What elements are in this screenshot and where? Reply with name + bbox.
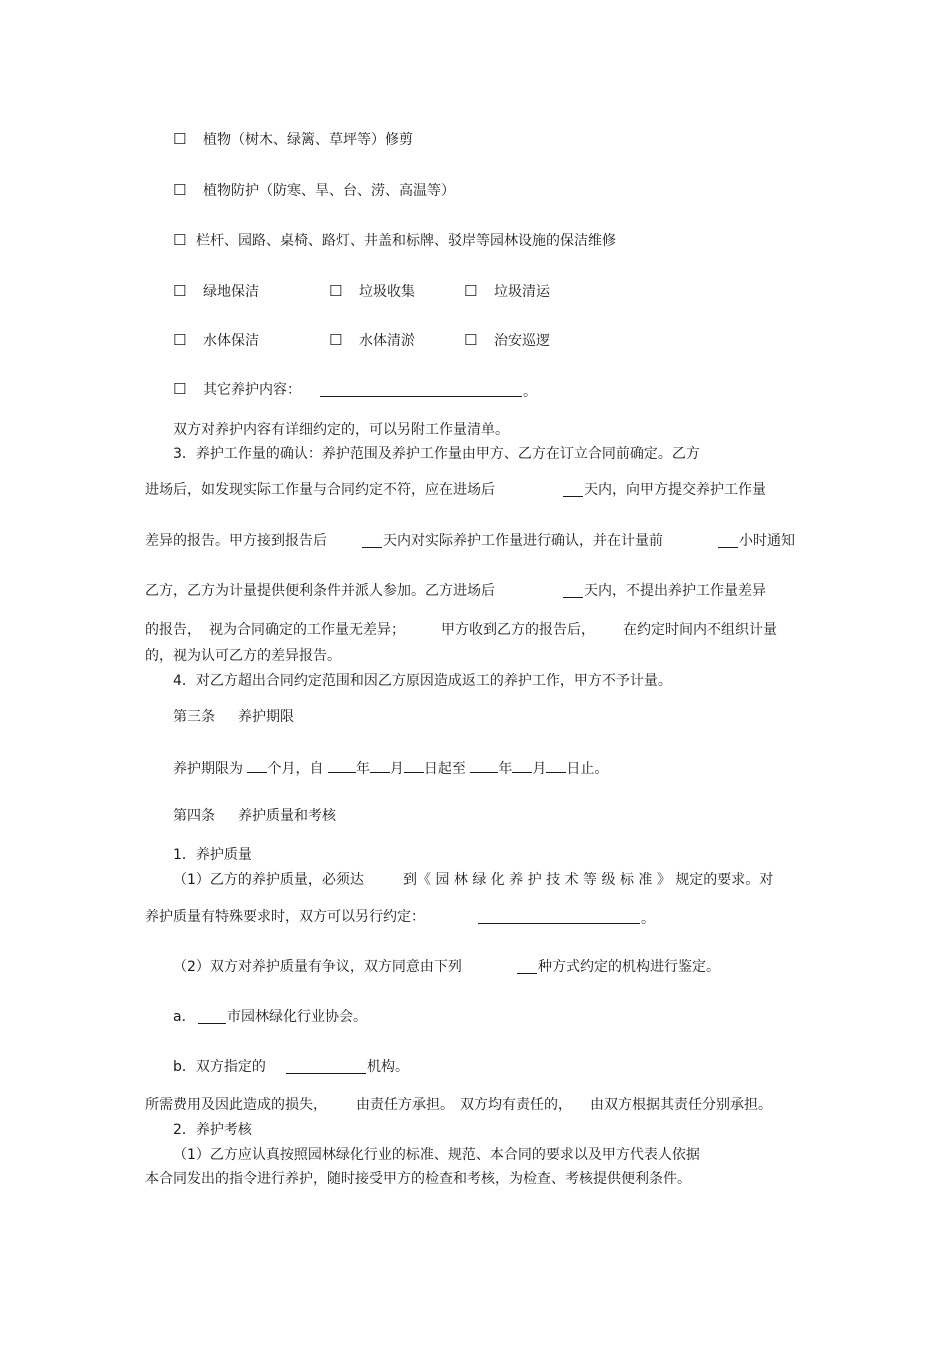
end-day-blank[interactable] xyxy=(546,759,566,773)
option-b-blank[interactable] xyxy=(286,1060,366,1074)
end-year-text: 年 xyxy=(498,761,513,777)
assessment-title: 2．养护考核 xyxy=(173,1122,252,1138)
assessment-line2: 本合同发出的指令进行养护，随时接受甲方的检查和考核，为检查、考核提供便利条件。 xyxy=(145,1171,691,1187)
cost-line-b: 由责任方承担。 xyxy=(356,1097,454,1113)
item3-line4-b: 天内，不提出养护工作量差异 xyxy=(584,583,766,599)
option-a-label: a． xyxy=(173,1009,196,1025)
quality-line2: 养护质量有特殊要求时，双方可以另行约定： xyxy=(145,909,425,925)
dispute-method-blank[interactable] xyxy=(517,960,537,974)
option-water-dredging-label: 水体清淤 xyxy=(359,333,415,349)
item3-line3-b: 天内对实际养护工作量进行确认，并在计量前 xyxy=(383,533,663,549)
checkbox-other[interactable]: ☐ xyxy=(173,380,187,398)
other-content-end: 。 xyxy=(523,384,537,400)
item3-line5-c: 甲方收到乙方的报告后， xyxy=(441,622,595,638)
option-garbage-transport-label: 垃圾清运 xyxy=(494,284,550,300)
checkbox-protection[interactable]: ☐ xyxy=(173,181,187,199)
option-b-text: 机构。 xyxy=(367,1059,409,1075)
article3-heading: 第三条 xyxy=(173,709,215,725)
maintenance-period-line xyxy=(173,759,608,777)
cost-line-d: 由双方根据其责任分别承担。 xyxy=(590,1097,772,1113)
cost-line-a: 所需费用及因此造成的损失， xyxy=(145,1097,327,1113)
end-day-text: 日止。 xyxy=(566,761,609,777)
checkbox-green-cleaning[interactable]: ☐ xyxy=(173,282,187,300)
option-other-label: 其它养护内容： xyxy=(203,382,301,398)
other-content-blank[interactable] xyxy=(320,383,522,397)
end-month-text: 月 xyxy=(532,761,547,777)
checkbox-water-cleaning[interactable]: ☐ xyxy=(173,331,187,349)
end-month-blank[interactable] xyxy=(512,759,532,773)
start-month-blank[interactable] xyxy=(370,759,390,773)
item3-line5-a: 的报告， xyxy=(145,622,201,638)
item3-line3-a: 差异的报告。甲方接到报告后 xyxy=(145,533,327,549)
option-protection-label: 植物防护（防寒、旱、台、涝、高温等） xyxy=(203,183,455,199)
quality-line2-end: 。 xyxy=(641,911,655,927)
option-garbage-collection-label: 垃圾收集 xyxy=(359,284,415,300)
item3-line2-b: 天内，向甲方提交养护工作量 xyxy=(584,482,766,498)
period-months-blank[interactable] xyxy=(247,759,267,773)
item3-line5-d: 在约定时间内不组织计量 xyxy=(623,622,777,638)
quality-line1-b: 到《 园 林 绿 化 养 护 技 术 等 级 标 准 》 规定的要求。对 xyxy=(403,872,774,888)
item4-line: 4．对乙方超出合同约定范围和因乙方原因造成返工的养护工作，甲方不予计量。 xyxy=(173,673,672,689)
start-month-text: 月 xyxy=(389,761,404,777)
item3-line2-a: 进场后，如发现实际工作量与合同约定不符，应在进场后 xyxy=(145,482,495,498)
assessment-line1: （1）乙方应认真按照园林绿化行业的标准、规范、本合同的要求以及甲方代表人依据 xyxy=(173,1147,700,1163)
checkbox-water-dredging[interactable]: ☐ xyxy=(329,331,343,349)
item3-line5-b: 视为合同确定的工作量无差异； xyxy=(209,622,405,638)
end-year-blank[interactable] xyxy=(470,759,498,773)
item3-line6: 的，视为认可乙方的差异报告。 xyxy=(145,648,341,664)
article3-title: 养护期限 xyxy=(238,709,294,725)
report-days-blank[interactable] xyxy=(563,483,583,497)
checkbox-pruning[interactable]: ☐ xyxy=(173,130,187,148)
no-report-days-blank[interactable] xyxy=(563,584,583,598)
option-water-cleaning-label: 水体保洁 xyxy=(203,333,259,349)
special-quality-blank[interactable] xyxy=(478,910,640,924)
option-a-blank[interactable] xyxy=(198,1010,226,1024)
option-facilities-label: 栏杆、园路、桌椅、路灯、井盖和标牌、驳岸等园林设施的保洁维修 xyxy=(196,233,616,249)
period-label: 养护期限为 xyxy=(173,761,243,777)
item3-line4-a: 乙方，乙方为计量提供便利条件并派人参加。乙方进场后 xyxy=(145,583,495,599)
checkbox-garbage-transport[interactable]: ☐ xyxy=(464,282,478,300)
option-security-patrol-label: 治安巡逻 xyxy=(494,333,550,349)
option-green-cleaning-label: 绿地保洁 xyxy=(203,284,259,300)
workload-note: 双方对养护内容有详细约定的，可以另附工作量清单。 xyxy=(173,422,509,438)
start-year-text: 年 xyxy=(355,761,370,777)
confirm-days-blank[interactable] xyxy=(362,534,382,548)
notice-hours-blank[interactable] xyxy=(718,534,738,548)
option-a-text: 市园林绿化行业协会。 xyxy=(227,1009,367,1025)
start-day-blank[interactable] xyxy=(404,759,424,773)
article4-heading: 第四条 xyxy=(173,808,215,824)
option-b-label: b．双方指定的 xyxy=(173,1059,266,1075)
checkbox-security-patrol[interactable]: ☐ xyxy=(464,331,478,349)
dispute-line-b: 种方式约定的机构进行鉴定。 xyxy=(538,959,720,975)
item3-line1: 3．养护工作量的确认：养护范围及养护工作量由甲方、乙方在订立合同前确定。乙方 xyxy=(173,446,700,462)
item3-line3-c: 小时通知 xyxy=(739,533,795,549)
option-pruning-label: 植物（树木、绿篱、草坪等）修剪 xyxy=(203,132,413,148)
cost-line-c: 双方均有责任的， xyxy=(460,1097,572,1113)
quality-line1-a: （1）乙方的养护质量，必须达 xyxy=(173,872,364,888)
period-months-text: 个月，自 xyxy=(267,761,324,777)
dispute-line-a: （2）双方对养护质量有争议，双方同意由下列 xyxy=(173,959,462,975)
checkbox-garbage-collection[interactable]: ☐ xyxy=(329,282,343,300)
article4-title: 养护质量和考核 xyxy=(238,808,336,824)
start-day-text: 日起至 xyxy=(423,761,466,777)
checkbox-facilities[interactable]: ☐ xyxy=(173,231,187,249)
quality-title: 1．养护质量 xyxy=(173,847,252,863)
start-year-blank[interactable] xyxy=(328,759,356,773)
